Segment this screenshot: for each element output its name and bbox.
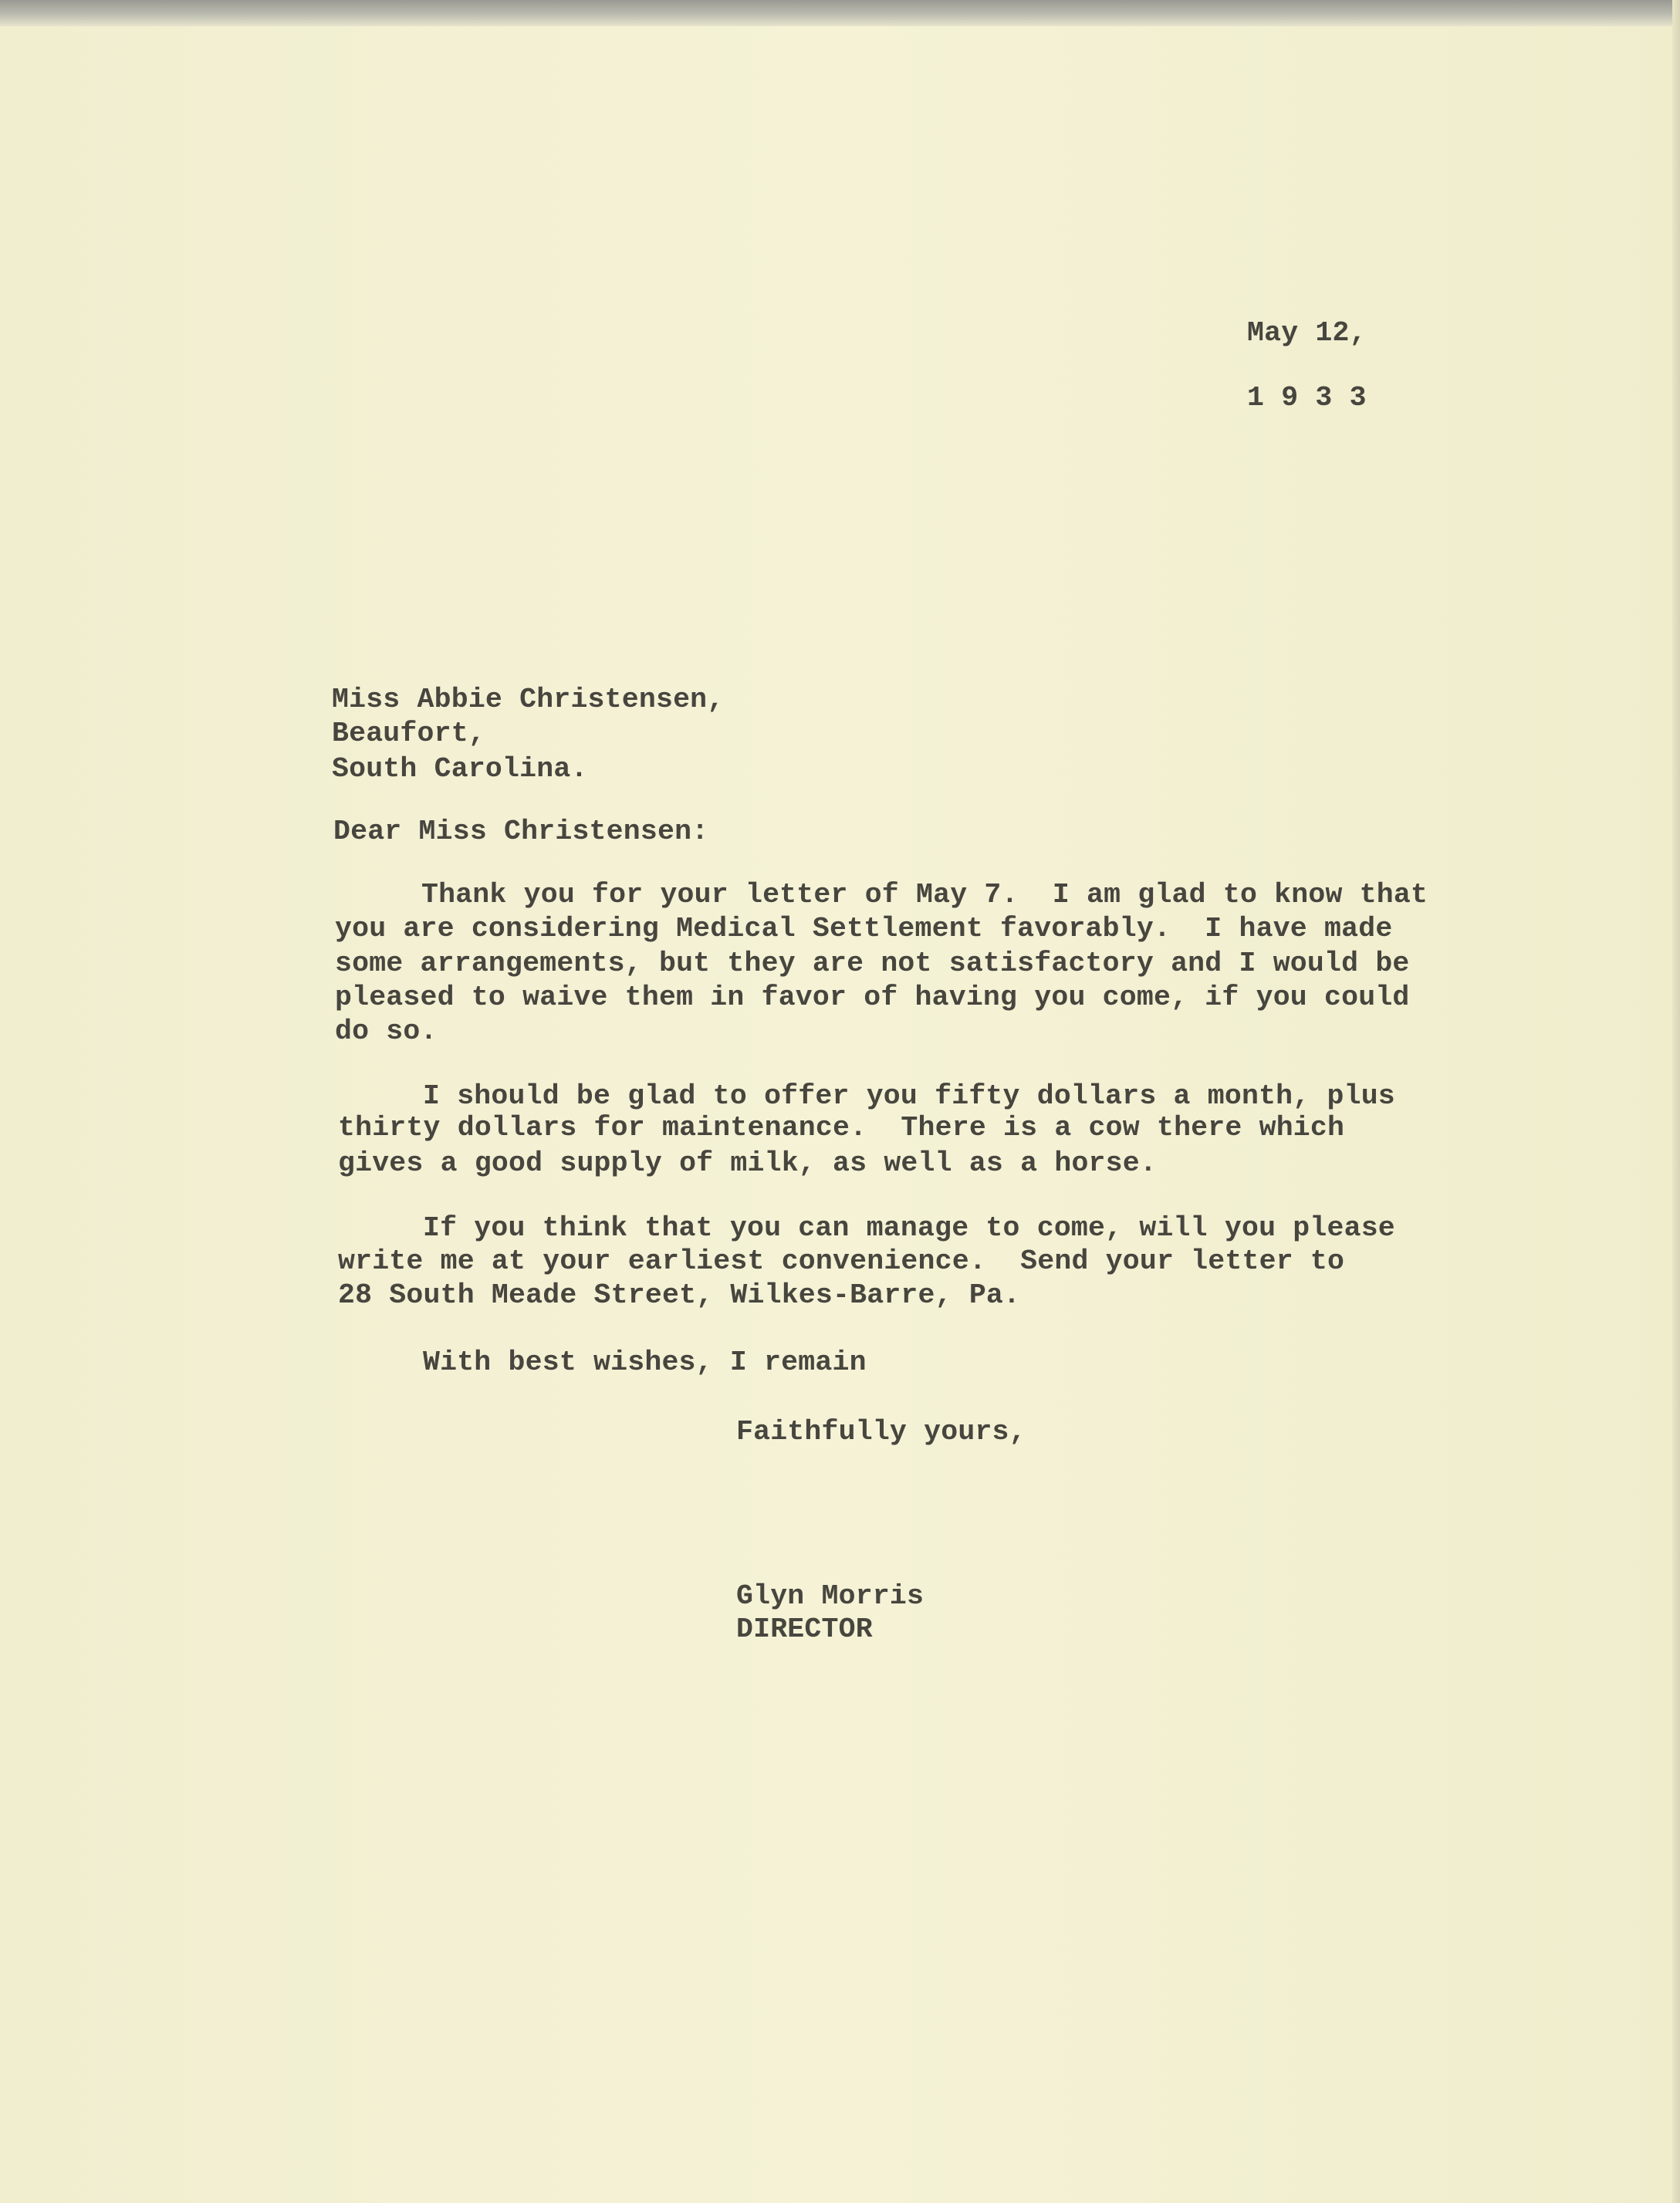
paragraph-3-line: 28 South Meade Street, Wilkes-Barre, Pa. bbox=[338, 1279, 1021, 1311]
signature-name: Glyn Morris bbox=[736, 1580, 925, 1612]
paragraph-1-line: pleased to waive them in favor of having you come, if you could bbox=[335, 982, 1410, 1013]
paragraph-1-line: Thank you for your letter of May 7. I am glad to know that bbox=[421, 879, 1428, 911]
paragraph-1-line: do so. bbox=[335, 1015, 438, 1047]
salutation: Dear Miss Christensen: bbox=[333, 816, 709, 847]
scan-right-edge bbox=[1672, 0, 1680, 2203]
paragraph-1-line: you are considering Medical Settlement favorably. I have made bbox=[335, 913, 1393, 944]
recipient-city: Beaufort, bbox=[332, 718, 485, 749]
paragraph-2-line: thirty dollars for maintenance. There is a cow there which bbox=[338, 1112, 1345, 1144]
paragraph-1-line: some arrangements, but they are not satisfactory and I would be bbox=[335, 948, 1410, 979]
signature-title: DIRECTOR bbox=[736, 1613, 873, 1645]
date-line: May 12, bbox=[1247, 317, 1367, 349]
recipient-state: South Carolina. bbox=[332, 753, 588, 785]
paragraph-2-line: gives a good supply of milk, as well as a horse. bbox=[338, 1147, 1157, 1179]
scan-top-edge bbox=[0, 0, 1680, 26]
paragraph-3-line: write me at your earliest convenience. Send your letter to bbox=[338, 1245, 1345, 1277]
paragraph-3-line: If you think that you can manage to come, will you please bbox=[423, 1212, 1395, 1244]
closing-sentence: With best wishes, I remain bbox=[423, 1346, 867, 1378]
paragraph-2-line: I should be glad to offer you fifty dollars a month, plus bbox=[423, 1080, 1395, 1112]
complimentary-close: Faithfully yours, bbox=[736, 1416, 1026, 1448]
recipient-name: Miss Abbie Christensen, bbox=[332, 684, 725, 715]
date-year: 1 9 3 3 bbox=[1247, 382, 1367, 414]
